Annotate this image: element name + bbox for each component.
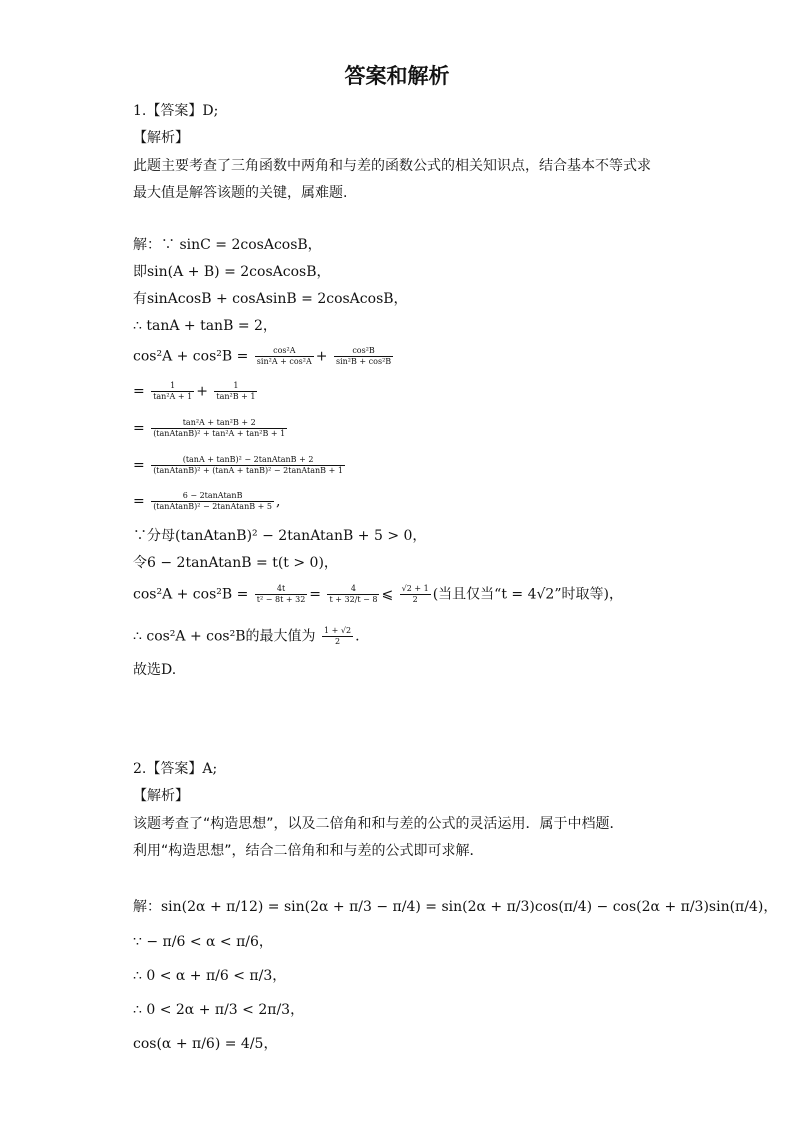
q2-step-3: ∴ 0 < α + π/6 < π/3， xyxy=(133,968,287,984)
eq6-condition: (当且仅当“t = 4√2”时取等)， xyxy=(432,586,623,603)
q1-step-4: ∴ tanA + tanB = 2， xyxy=(133,318,277,334)
q2-paragraph-1: 该题考查了“构造思想”，以及二倍角和和与差的公式的灵活运用．属于中档题． xyxy=(133,816,624,832)
q1-paragraph-2: 最大值是解答该题的关键，属难题. xyxy=(133,185,348,201)
q2-answer-line: 2.【答案】A; xyxy=(133,761,218,777)
eq3-fraction: $\frac{\text{tan²A + tan²B + 2}}{\text{(tanAtanB)² + tan²A + tan²B + 1}}$ xyxy=(153,418,286,438)
q1-answer-line: 1.【答案】D; xyxy=(133,103,219,119)
eq7-prefix: ∴ cos²A + cos²B的最大值为 xyxy=(133,628,316,645)
q1-equation-7: ∴ cos²A + cos²B的最大值为 $\frac{1 + √2}{2}$ . xyxy=(133,626,360,646)
eq1-lhs: cos²A + cos²B = xyxy=(133,348,249,365)
eq5-fraction: $\frac{\text{6 − 2tanAtanB}}{\text{(tanAtanB)² − 2tanAtanB + 5}}$ xyxy=(153,491,272,511)
eq6-fraction-2: $\frac{4}{t + 32/t - 8}$ xyxy=(329,584,378,604)
eq2-fraction-1: $\frac{1}{\text{tan²A + 1}}$ xyxy=(153,381,193,401)
eq6-fraction-1: $\frac{4t}{\text{t² − 8t + 32}}$ xyxy=(256,584,306,604)
q1-equation-6: cos²A + cos²B = $\frac{4t}{\text{t² − 8t + 32}}$ = $\frac{4}{t + 32/t - 8}$ ⩽ $\frac{√2 + 1}{2}$ (当且仅当“t = 4√2”时取等)， xyxy=(133,584,623,604)
eq1-fraction-2: $\frac{\text{cos²B}}{\text{sin²B + cos²B}}$ xyxy=(335,346,392,366)
q1-equation-4: = $\frac{\text{(tanA + tanB)² − 2tanAtanB + 2}}{\text{(tanAtanB)² + (tanA + tanB)² − 2tanAtanB + 1}}$ xyxy=(133,455,343,475)
q1-paragraph-1: 此题主要考查了三角函数中两角和与差的函数公式的相关知识点，结合基本不等式求 xyxy=(133,158,651,174)
q1-step-1: 解：∵ sinC = 2cosAcosB， xyxy=(133,237,322,253)
q1-analysis-heading: 【解析】 xyxy=(133,130,189,146)
eq6-fraction-3: $\frac{√2 + 1}{2}$ xyxy=(401,584,429,604)
q1-equation-2: = $\frac{1}{\text{tan²A + 1}}$ + $\frac{1}{\text{tan²B + 1}}$ xyxy=(133,381,256,401)
q1-conclusion: 故选D. xyxy=(133,662,177,678)
q1-step-6: 令6 − 2tanAtanB = t(t > 0)， xyxy=(133,555,338,571)
q2-step-4: ∴ 0 < 2α + π/3 < 2π/3， xyxy=(133,1002,305,1018)
eq6-lhs: cos²A + cos²B = xyxy=(133,586,249,603)
q2-analysis-heading: 【解析】 xyxy=(133,788,189,804)
q1-equation-5: = $\frac{\text{6 − 2tanAtanB}}{\text{(tanAtanB)² − 2tanAtanB + 5}}$ , xyxy=(133,491,281,511)
eq7-fraction: $\frac{1 + √2}{2}$ xyxy=(323,626,352,646)
q2-step-1: 解：sin(2α + π/12) = sin(2α + π/3 − π/4) = sin(2α + π/3)cos(π/4) − cos(2α + π/3)sin(π/4)， xyxy=(133,899,778,915)
eq2-fraction-2: $\frac{1}{\text{tan²B + 1}}$ xyxy=(216,381,256,401)
q1-step-3: 有sinAcosB + cosAsinB = 2cosAcosB， xyxy=(133,291,408,307)
q2-paragraph-2: 利用“构造思想”，结合二倍角和和与差的公式即可求解． xyxy=(133,843,484,859)
q1-equation-3: = $\frac{\text{tan²A + tan²B + 2}}{\text{(tanAtanB)² + tan²A + tan²B + 1}}$ xyxy=(133,418,286,438)
eq1-fraction-1: $\frac{\text{cos²A}}{\text{sin²A + cos²A}}$ xyxy=(256,346,312,366)
q2-step-2: ∵ − π/6 < α < π/6， xyxy=(133,934,273,950)
q1-step-5: ∵分母(tanAtanB)² − 2tanAtanB + 5 > 0， xyxy=(133,528,427,544)
q1-equation-1: cos²A + cos²B = $\frac{\text{cos²A}}{\text{sin²A + cos²A}}$ + $\frac{\text{cos²B}}{\text{sin²B + cos²B}}$ xyxy=(133,346,392,366)
q1-step-2: 即sin(A + B) = 2cosAcosB， xyxy=(133,264,331,280)
eq4-fraction: $\frac{\text{(tanA + tanB)² − 2tanAtanB + 2}}{\text{(tanAtanB)² + (tanA + tanB)² − 2tanAtanB + 1}}$ xyxy=(153,455,343,475)
q2-step-5: cos(α + π/6) = 4/5， xyxy=(133,1036,278,1052)
page-title: 答案和解析 xyxy=(344,64,450,88)
